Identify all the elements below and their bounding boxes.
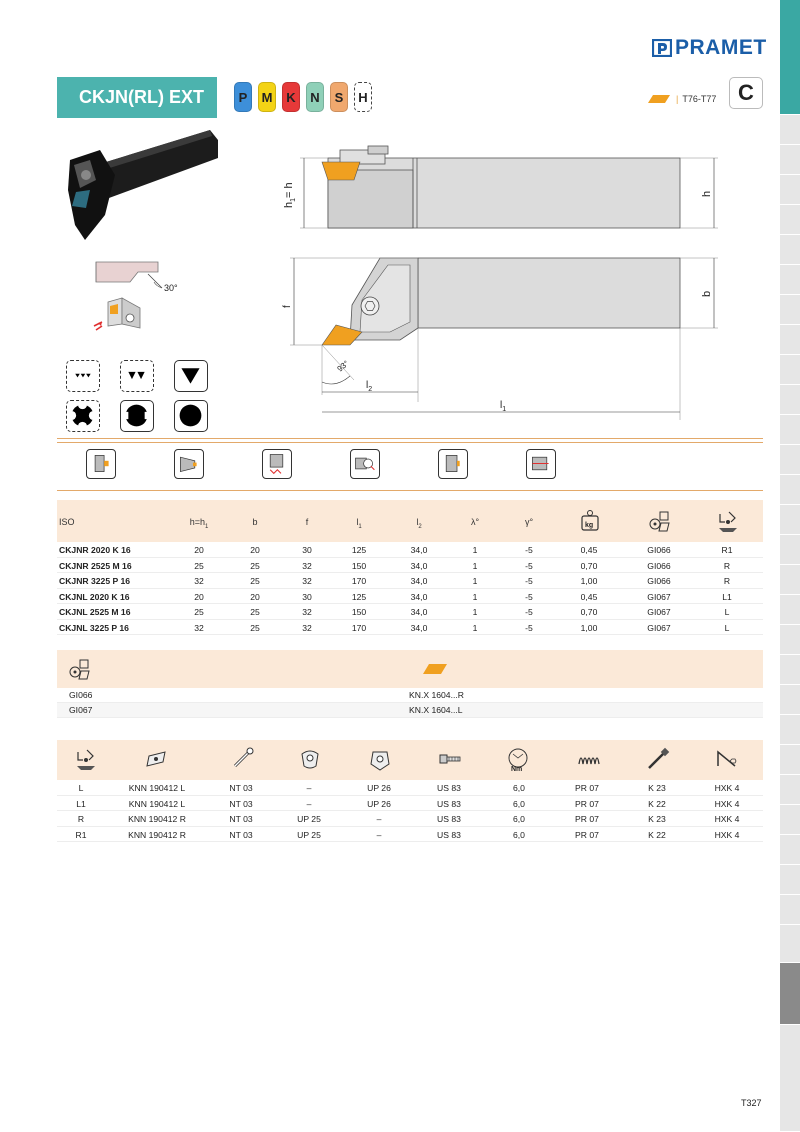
cell-l2: 34,0	[410, 622, 428, 633]
col-l1-label: l	[356, 517, 359, 527]
cell-lambda: 1	[472, 576, 478, 586]
col-h-sub: 1	[204, 523, 209, 530]
large-triangle-icon	[174, 360, 208, 392]
cell-key: K 22	[648, 798, 666, 809]
op-longitudinal-turning-icon	[526, 449, 556, 479]
chapter-tab[interactable]	[780, 175, 800, 205]
cell-clamp-a: –	[306, 798, 312, 809]
cell-gamma: -5	[525, 545, 533, 555]
svg-text:l1	[500, 400, 506, 413]
screw-icon	[231, 746, 257, 772]
cell-clamp-b: UP 26	[367, 798, 391, 809]
cell-iso: CKJNR 2020 K 16	[59, 545, 131, 555]
chapter-tab[interactable]	[780, 385, 800, 415]
angle-93-label: 93°	[335, 358, 351, 374]
cell-clamp-a: UP 25	[297, 814, 321, 824]
cell-hex: HXK 4	[714, 829, 740, 840]
cell-clamp-screw: US 83	[437, 798, 461, 809]
cell-gamma: -5	[525, 560, 533, 571]
cell-f: 30	[302, 591, 312, 602]
brand-name: PRAMET	[675, 36, 767, 59]
insert-table	[57, 650, 763, 718]
cell-torque: 6,0	[513, 814, 525, 824]
col-l1	[339, 517, 379, 530]
dim-l2-label: l	[366, 380, 369, 391]
hand-orientation-icon	[73, 746, 99, 772]
hex-key-icon	[713, 746, 739, 772]
op-profiling-icon	[262, 449, 292, 479]
col-lambda: λ°	[470, 517, 480, 527]
chapter-tab-active[interactable]	[780, 0, 800, 115]
clamp-alt-icon	[367, 746, 393, 772]
small-triangles-icon	[66, 360, 100, 392]
page-number: T327	[741, 1098, 762, 1108]
dim-h1-sub: 1	[290, 197, 297, 202]
chapter-tab[interactable]	[780, 625, 800, 655]
cell-screw: NT 03	[229, 814, 253, 824]
medium-triangles-icon	[120, 360, 154, 392]
table-row	[57, 604, 763, 620]
chapter-tab-current[interactable]	[780, 963, 800, 1025]
cell-hand: R1	[721, 545, 733, 555]
cell-kg: 0,45	[580, 545, 598, 555]
chapter-tab[interactable]	[780, 1025, 800, 1132]
chapter-tab[interactable]	[780, 925, 800, 963]
chapter-tab[interactable]	[780, 745, 800, 775]
category-box: C	[729, 77, 763, 109]
cell-l1: 150	[351, 560, 367, 571]
cell-set: GI066	[647, 576, 671, 586]
clamp-set-icon	[647, 508, 673, 534]
spec-table	[57, 500, 763, 635]
cell-set: GI067	[69, 705, 93, 715]
full-circle-icon	[174, 400, 208, 432]
cell-clamp-screw: US 83	[437, 814, 461, 824]
dim-h-label: h	[701, 190, 713, 197]
cell-key: K 23	[648, 783, 666, 793]
chapter-tab[interactable]	[780, 685, 800, 715]
cell-hand: L1	[76, 798, 86, 809]
cell-hand: R1	[75, 829, 87, 840]
cell-clamp-b: –	[376, 814, 382, 824]
material-badge-h: H	[354, 82, 372, 112]
cell-b: 25	[250, 576, 260, 586]
table-row	[57, 827, 763, 843]
cell-lambda: 1	[472, 607, 478, 617]
insert-grades: T76-T77	[682, 94, 717, 104]
material-badge-p: P	[234, 82, 252, 112]
cell-insert: KN.X 1604...R	[409, 690, 464, 700]
round-notched-icon	[120, 400, 154, 432]
table-row	[57, 589, 763, 605]
cell-h: 32	[194, 576, 204, 586]
cell-kg: 0,45	[580, 591, 598, 602]
technical-drawing	[270, 140, 730, 430]
cell-hand: L	[78, 783, 84, 793]
chapter-tab-strip	[780, 0, 800, 1132]
cell-set: GI067	[647, 607, 671, 617]
col-l2	[399, 517, 439, 530]
cell-l1: 170	[351, 576, 367, 586]
cell-set: GI067	[647, 591, 671, 602]
cell-l1: 150	[351, 607, 367, 617]
chapter-tab[interactable]	[780, 115, 800, 145]
cell-l1: 125	[351, 545, 367, 555]
col-l1-sub: 1	[358, 523, 362, 530]
insert-side	[322, 162, 360, 180]
insert-rhombus-icon	[648, 95, 670, 103]
col-l2-label: l	[416, 517, 419, 527]
op-facing-icon	[350, 449, 380, 479]
cell-l2: 34,0	[410, 576, 428, 586]
dim-h1-suffix: = h	[283, 182, 295, 198]
chapter-tab[interactable]	[780, 565, 800, 595]
cell-l2: 34,0	[410, 607, 428, 617]
cell-f: 32	[302, 576, 312, 586]
clamping-sketch	[88, 256, 200, 344]
chapter-tab[interactable]	[780, 295, 800, 325]
cell-gamma: -5	[525, 591, 533, 602]
cell-spring: PR 07	[575, 829, 599, 840]
cell-torque: 6,0	[513, 829, 525, 840]
cell-gamma: -5	[525, 607, 533, 617]
cell-screw: NT 03	[229, 783, 253, 793]
chapter-tab[interactable]	[780, 775, 800, 805]
cell-shim: KNN 190412 L	[128, 783, 186, 793]
material-badges	[234, 82, 378, 112]
chapter-tab[interactable]	[780, 205, 800, 235]
chapter-tab[interactable]	[780, 235, 800, 265]
material-badge-k: K	[282, 82, 300, 112]
cell-clamp-a: –	[306, 783, 312, 793]
divider	[57, 490, 763, 491]
cell-shim: KNN 190412 L	[128, 798, 186, 809]
cell-torque: 6,0	[513, 783, 525, 793]
spring-icon	[575, 746, 601, 772]
col-h-label: h=h	[189, 517, 205, 527]
cell-screw: NT 03	[229, 829, 253, 840]
key-icon	[645, 746, 671, 772]
cell-l2: 34,0	[410, 545, 428, 555]
cell-f: 32	[302, 607, 312, 617]
cell-hand: R	[723, 560, 731, 571]
cell-b: 25	[250, 560, 260, 571]
col-f: f	[305, 517, 309, 527]
cell-iso: CKJNL 3225 P 16	[59, 622, 129, 633]
table-row	[57, 573, 763, 589]
cell-lambda: 1	[472, 560, 478, 571]
cell-lambda: 1	[472, 591, 478, 602]
table-row	[57, 703, 763, 718]
cell-clamp-b: UP 26	[367, 783, 391, 793]
cell-f: 32	[302, 560, 312, 571]
col-iso: ISO	[59, 517, 75, 527]
cell-hex: HXK 4	[714, 814, 740, 824]
cell-set: GI066	[69, 690, 93, 700]
cell-lambda: 1	[472, 622, 478, 633]
spare-parts-header	[57, 740, 763, 780]
dim-b-label: b	[701, 290, 713, 297]
weight-icon	[577, 508, 603, 534]
separator: |	[676, 94, 679, 104]
cell-iso: CKJNR 2525 M 16	[59, 560, 132, 571]
cell-kg: 1,00	[580, 622, 598, 633]
table-row	[57, 796, 763, 812]
cell-f: 30	[302, 545, 312, 555]
cell-shim: KNN 190412 R	[128, 814, 186, 824]
cell-clamp-a: UP 25	[297, 829, 321, 840]
cell-l1: 125	[351, 591, 367, 602]
table-row	[57, 780, 763, 796]
dim-l1-label: l	[500, 400, 503, 411]
cell-hex: HXK 4	[714, 783, 740, 793]
brand-mark-icon	[652, 39, 672, 57]
chapter-tab[interactable]	[780, 535, 800, 565]
cell-hex: HXK 4	[714, 798, 740, 809]
insert-rhombus-icon	[423, 664, 447, 674]
material-badge-n: N	[306, 82, 324, 112]
cell-hand: R	[77, 814, 85, 824]
product-title: CKJN(RL) EXT	[57, 77, 217, 118]
chapter-tab[interactable]	[780, 325, 800, 355]
chapter-tab[interactable]	[780, 805, 800, 835]
chapter-tab[interactable]	[780, 865, 800, 895]
brand-logo	[652, 36, 767, 60]
spare-parts-table	[57, 740, 763, 842]
cell-spring: PR 07	[575, 814, 599, 824]
cell-kg: 0,70	[580, 560, 598, 571]
insert-reference	[648, 94, 716, 104]
cell-l1: 170	[351, 622, 367, 633]
hand-orientation-icon	[715, 508, 741, 534]
cell-shim: KNN 190412 R	[128, 829, 186, 840]
chapter-tab[interactable]	[780, 505, 800, 535]
chapter-tab[interactable]	[780, 475, 800, 505]
cell-f: 32	[302, 622, 312, 633]
cell-iso: CKJNL 2020 K 16	[59, 591, 130, 602]
cell-b: 20	[250, 545, 260, 555]
chapter-tab[interactable]	[780, 715, 800, 745]
cell-hand: L	[724, 607, 730, 617]
cell-spring: PR 07	[575, 798, 599, 809]
cell-iso: CKJNL 2525 M 16	[59, 607, 131, 617]
cell-torque: 6,0	[513, 798, 525, 809]
cell-spring: PR 07	[575, 783, 599, 793]
cell-h: 20	[194, 591, 204, 602]
divider	[57, 438, 763, 439]
op-shoulder-turning-icon	[438, 449, 468, 479]
chapter-tab[interactable]	[780, 445, 800, 475]
chapter-tab[interactable]	[780, 265, 800, 295]
cell-set: GI066	[647, 560, 671, 571]
cell-hand: L	[724, 622, 730, 633]
cell-gamma: -5	[525, 576, 533, 586]
cell-h: 25	[194, 560, 204, 571]
col-b: b	[252, 517, 258, 527]
cell-hand: L1	[722, 591, 732, 602]
tool-holder-photo	[60, 130, 218, 240]
cell-key: K 22	[648, 829, 666, 840]
table-row	[57, 811, 763, 827]
cell-screw: NT 03	[229, 798, 253, 809]
dim-l2-sub: 2	[368, 386, 373, 393]
cell-b: 20	[250, 591, 260, 602]
chapter-tab[interactable]	[780, 655, 800, 685]
cell-b: 25	[250, 622, 260, 633]
weight-kg-label: kg	[585, 522, 594, 529]
clamp-icon	[297, 746, 323, 772]
insert-table-header	[57, 650, 763, 688]
cell-l2: 34,0	[410, 591, 428, 602]
angle-30-label: 30°	[164, 283, 178, 293]
cell-b: 25	[250, 607, 260, 617]
table-row	[57, 542, 763, 558]
table-row	[57, 688, 763, 703]
cell-h: 20	[194, 545, 204, 555]
table-row	[57, 558, 763, 574]
chapter-tab[interactable]	[780, 355, 800, 385]
cell-hand: R	[723, 576, 731, 586]
chapter-tab[interactable]	[780, 835, 800, 865]
cell-set: GI066	[647, 545, 671, 555]
divider	[57, 442, 763, 443]
cell-clamp-b: –	[376, 829, 382, 840]
material-badge-m: M	[258, 82, 276, 112]
cross-shape-icon	[66, 400, 100, 432]
torque-unit-label: Nm	[511, 766, 523, 772]
holder-top-view	[418, 258, 680, 328]
cell-clamp-screw: US 83	[437, 829, 461, 840]
material-badge-s: S	[330, 82, 348, 112]
chapter-tab[interactable]	[780, 895, 800, 925]
cell-h: 32	[194, 622, 204, 633]
cell-l2: 34,0	[410, 560, 428, 571]
spec-table-header	[57, 500, 763, 542]
svg-text:l2	[366, 380, 372, 393]
chapter-tab[interactable]	[780, 145, 800, 175]
cell-gamma: -5	[525, 622, 533, 633]
cell-clamp-screw: US 83	[437, 783, 461, 793]
col-l2-sub: 2	[418, 523, 422, 530]
cell-key: K 23	[648, 814, 666, 824]
cell-lambda: 1	[472, 545, 478, 555]
cell-kg: 1,00	[580, 576, 598, 586]
cell-iso: CKJNR 3225 P 16	[59, 576, 131, 586]
clamp-set-icon	[67, 656, 93, 682]
col-gamma: γ°	[524, 517, 534, 527]
cell-insert: KN.X 1604...L	[409, 705, 463, 715]
table-row	[57, 620, 763, 636]
chapter-tab[interactable]	[780, 415, 800, 445]
cell-h: 25	[194, 607, 204, 617]
dim-l1-sub: 1	[502, 406, 507, 413]
svg-text:h1= h	[283, 182, 297, 208]
insert-plate-icon	[143, 746, 169, 772]
op-external-turning-icon	[86, 449, 116, 479]
col-h	[177, 517, 221, 530]
dim-h1-label: h	[283, 201, 295, 208]
dim-f-label: f	[282, 305, 293, 308]
cell-set: GI067	[647, 622, 671, 633]
op-taper-turning-icon	[174, 449, 204, 479]
chapter-tab[interactable]	[780, 595, 800, 625]
clamp-screw-icon	[437, 746, 463, 772]
torque-icon	[505, 746, 531, 772]
cell-kg: 0,70	[580, 607, 598, 617]
